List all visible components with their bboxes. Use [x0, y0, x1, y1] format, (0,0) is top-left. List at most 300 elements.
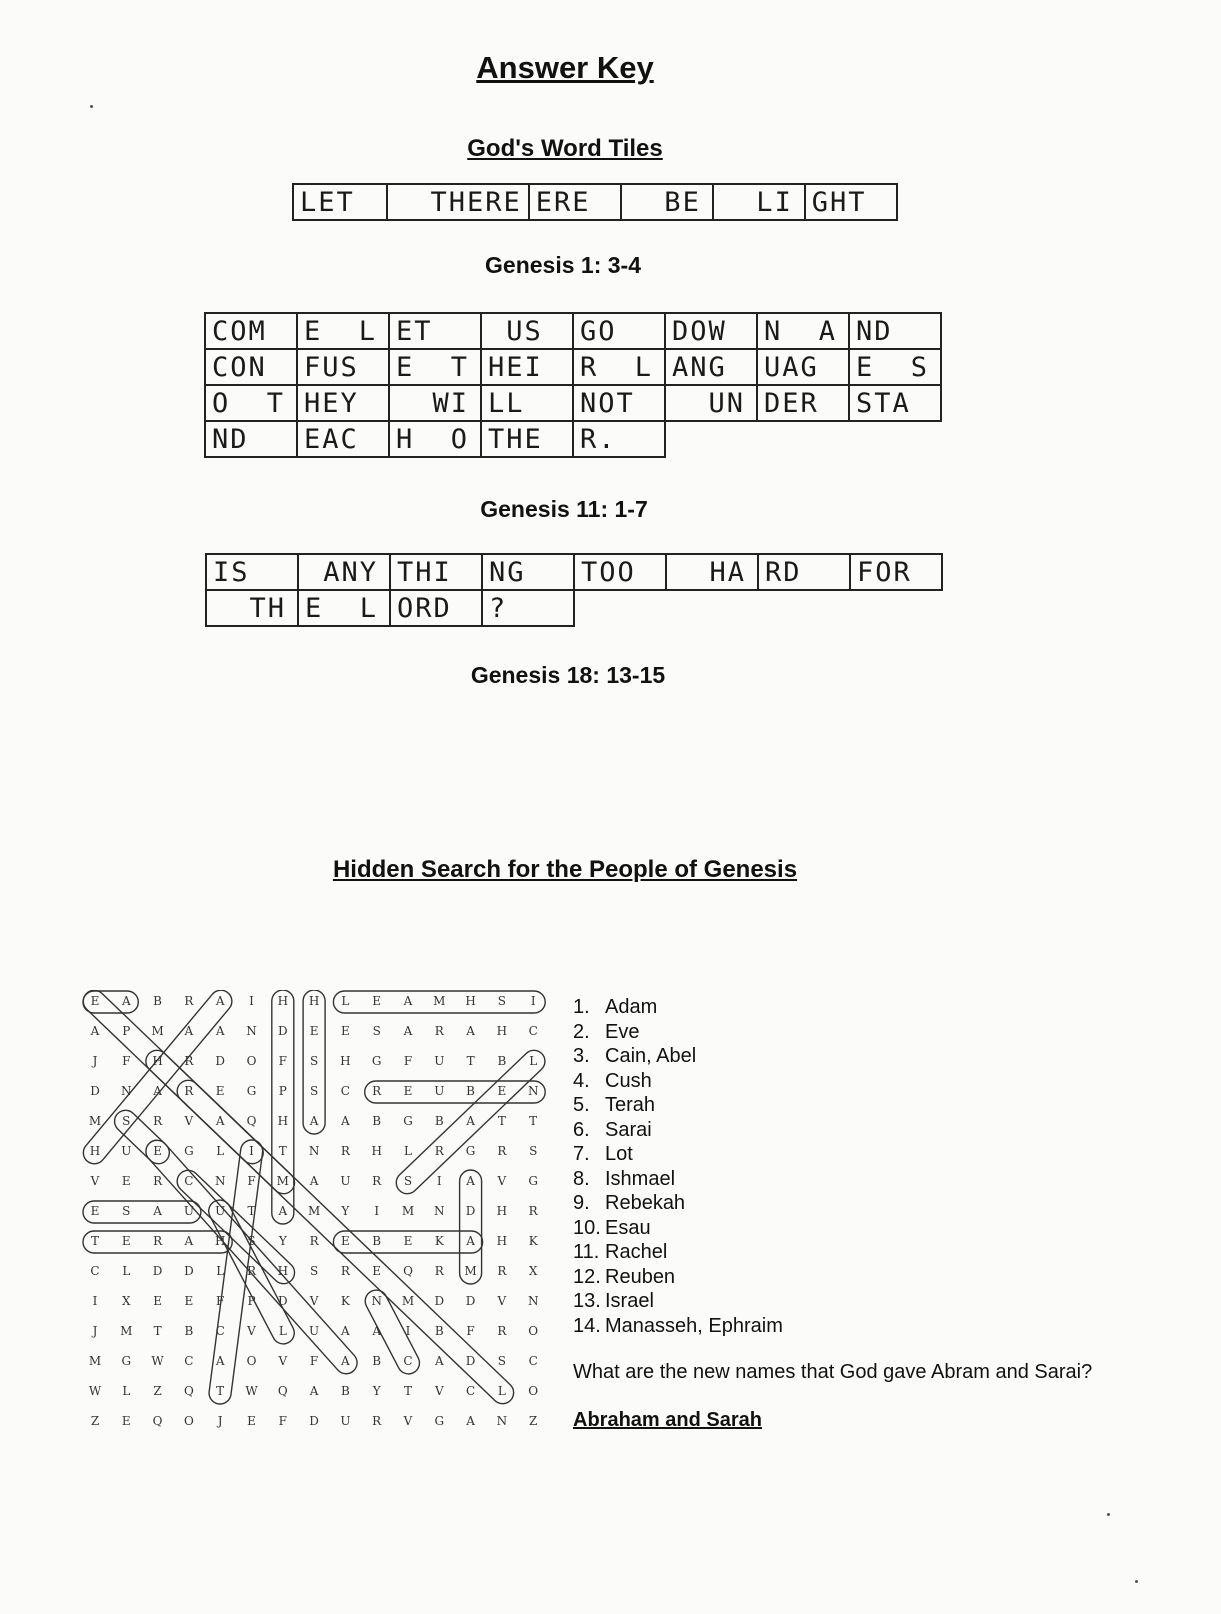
answer-item — [573, 1118, 783, 1143]
tiles-puzzle-2 — [204, 312, 942, 458]
tile: GHT — [805, 184, 897, 220]
grid-letter: L — [122, 1264, 131, 1278]
grid-letter: X — [122, 1294, 131, 1308]
grid-letter: R — [372, 1084, 382, 1098]
grid-letter: R — [497, 1264, 507, 1278]
tile: ND — [205, 421, 297, 457]
grid-letter: R — [246, 1264, 257, 1278]
answer-item — [573, 1093, 783, 1118]
grid-letter: M — [433, 994, 446, 1008]
grid-letter: Q — [246, 1114, 257, 1128]
grid-letter: V — [247, 1324, 256, 1338]
page-title: Answer Key — [476, 50, 654, 85]
bonus-answer: Abraham and Sarah — [573, 1409, 762, 1431]
tile: HEI — [481, 349, 573, 385]
grid-letter: X — [528, 1264, 538, 1278]
grid-letter: T — [529, 1114, 538, 1128]
grid-letter: A — [215, 1114, 225, 1128]
grid-letter: A — [309, 1384, 319, 1398]
grid-letter: D — [309, 1414, 319, 1428]
grid-letter: F — [309, 1354, 319, 1368]
grid-letter: K — [528, 1234, 538, 1248]
grid-letter: G — [403, 1114, 413, 1128]
grid-letter: H — [371, 1144, 382, 1158]
grid-letter: V — [403, 1414, 413, 1428]
grid-letter: H — [496, 1234, 508, 1248]
grid-letter: N — [246, 1024, 257, 1038]
grid-letter: H — [496, 1204, 508, 1218]
tile: H O — [389, 421, 481, 457]
grid-letter: L — [122, 1384, 131, 1398]
grid-letter: E — [341, 1234, 350, 1248]
answer-item — [573, 1142, 783, 1167]
grid-letter: H — [277, 1264, 289, 1278]
grid-letter: S — [247, 1234, 256, 1248]
grid-letter: M — [401, 1204, 415, 1218]
grid-letter: A — [309, 1174, 319, 1188]
grid-letter: W — [245, 1384, 258, 1398]
answer-text: Rebekah — [605, 1192, 686, 1214]
tiles-section-title: God's Word Tiles — [467, 135, 663, 162]
grid-letter: V — [184, 1114, 194, 1128]
grid-letter: S — [497, 994, 506, 1008]
grid-letter: H — [89, 1144, 101, 1158]
grid-letter: Z — [90, 1414, 100, 1428]
tile: NG — [482, 554, 574, 590]
answer-text: Cain, Abel — [605, 1045, 697, 1067]
grid-letter: N — [371, 1294, 382, 1308]
grid-letter: E — [90, 1204, 100, 1218]
grid-letter: R — [153, 1114, 163, 1128]
grid-letter: V — [278, 1354, 288, 1368]
tile-empty — [758, 590, 850, 626]
tile: HEY — [297, 385, 389, 421]
grid-letter: R — [497, 1324, 507, 1338]
grid-letter: U — [340, 1174, 351, 1188]
grid-letter: R — [309, 1234, 319, 1248]
grid-letter: H — [152, 1054, 163, 1068]
grid-letter: S — [122, 1114, 131, 1128]
grid-letter: E — [153, 1294, 162, 1308]
grid-letter: F — [247, 1174, 256, 1188]
grid-letter: C — [184, 1354, 194, 1368]
scan-speck — [90, 105, 93, 108]
grid-letter: S — [529, 1144, 538, 1158]
tile: R. — [573, 421, 665, 457]
answer-text: Terah — [605, 1094, 656, 1116]
grid-letter: E — [121, 1174, 131, 1188]
grid-letter: G — [184, 1144, 194, 1158]
tile: N A — [757, 313, 849, 349]
grid-letter: R — [184, 994, 194, 1008]
grid-letter: H — [308, 994, 320, 1008]
answer-number: 4. — [573, 1069, 590, 1092]
grid-letter: N — [214, 1174, 226, 1188]
grid-letter: A — [278, 1204, 288, 1218]
grid-letter: N — [434, 1204, 445, 1218]
answer-number: 13. — [573, 1290, 601, 1312]
grid-letter: T — [403, 1384, 412, 1398]
grid-letter: S — [309, 1084, 319, 1098]
grid-letter: F — [122, 1054, 131, 1068]
grid-letter: M — [276, 1174, 289, 1188]
grid-letter: B — [466, 1084, 475, 1098]
tile: ANG — [665, 349, 757, 385]
grid-letter: O — [246, 1354, 257, 1368]
grid-letter: B — [372, 1354, 382, 1368]
grid-letter: B — [184, 1324, 194, 1338]
tile: STA — [849, 385, 941, 421]
grid-letter: A — [466, 1174, 475, 1188]
grid-letter: H — [496, 1024, 508, 1038]
grid-letter: B — [434, 1324, 444, 1338]
grid-letter: S — [309, 1264, 319, 1278]
grid-letter: V — [90, 1174, 100, 1188]
grid-letter: R — [153, 1234, 163, 1248]
tile: EAC — [297, 421, 389, 457]
grid-letter: C — [528, 1354, 538, 1368]
answer-number: 5. — [573, 1094, 590, 1116]
answer-item — [573, 1069, 783, 1094]
tile: THERE — [387, 184, 529, 220]
answer-number: 2. — [573, 1020, 590, 1043]
tile: COM — [205, 313, 297, 349]
grid-letter: E — [403, 1084, 413, 1098]
grid-letter: T — [497, 1114, 506, 1128]
grid-letter: G — [121, 1354, 132, 1368]
grid-letter: L — [278, 1324, 287, 1338]
grid-letter: I — [249, 1144, 254, 1158]
grid-letter: J — [217, 1414, 223, 1428]
scripture-reference-1: Genesis 1: 3-4 — [485, 252, 641, 278]
grid-letter: C — [403, 1354, 413, 1368]
grid-letter: A — [215, 1354, 225, 1368]
grid-letter: Q — [152, 1414, 163, 1428]
grid-letter: L — [497, 1384, 506, 1398]
answer-text: Lot — [605, 1143, 633, 1165]
grid-letter: C — [340, 1084, 350, 1098]
grid-letter: E — [497, 1084, 507, 1098]
grid-letter: C — [215, 1324, 225, 1338]
grid-letter: T — [216, 1384, 225, 1398]
grid-letter: E — [247, 1414, 256, 1428]
grid-letter: T — [466, 1054, 475, 1068]
grid-letter: P — [278, 1084, 287, 1098]
grid-letter: U — [121, 1144, 132, 1158]
grid-letter: L — [216, 1144, 225, 1158]
grid-letter: R — [372, 1174, 382, 1188]
answer-number: 9. — [573, 1192, 590, 1214]
grid-letter: A — [309, 1114, 319, 1128]
grid-letter: E — [121, 1414, 131, 1428]
grid-letter: F — [403, 1054, 413, 1068]
grid-letter: B — [372, 1234, 382, 1248]
grid-letter: Y — [372, 1384, 381, 1398]
grid-letter: B — [340, 1384, 350, 1398]
grid-letter: N — [527, 1084, 539, 1098]
scripture-reference-2: Genesis 11: 1-7 — [480, 496, 648, 522]
grid-letter: A — [466, 1114, 475, 1128]
grid-letter: C — [466, 1384, 476, 1398]
grid-letter: E — [121, 1234, 131, 1248]
answer-list — [573, 995, 783, 1338]
grid-letter: F — [278, 1054, 287, 1068]
grid-letter: F — [278, 1414, 287, 1428]
grid-letter: I — [436, 1174, 442, 1188]
tile: UAG — [757, 349, 849, 385]
tile: DER — [757, 385, 849, 421]
grid-letter: E — [184, 1294, 194, 1308]
grid-letter: E — [215, 1084, 225, 1098]
grid-letter: A — [403, 994, 413, 1008]
grid-letter: V — [497, 1174, 507, 1188]
answer-item — [573, 1167, 783, 1192]
answer-item — [573, 1191, 783, 1216]
grid-letter: C — [528, 1024, 538, 1038]
grid-letter: R — [497, 1144, 507, 1158]
grid-letter: U — [340, 1414, 351, 1428]
answer-number: 3. — [573, 1045, 590, 1067]
grid-letter: N — [527, 1294, 539, 1308]
answer-text: Rachel — [605, 1241, 668, 1263]
grid-letter: A — [341, 1114, 350, 1128]
grid-letter: D — [277, 1024, 288, 1038]
grid-letter: S — [403, 1174, 413, 1188]
grid-letter: U — [309, 1324, 320, 1338]
tile: NOT — [573, 385, 665, 421]
grid-letter: A — [341, 1354, 350, 1368]
grid-letter: W — [151, 1354, 164, 1368]
grid-letter: D — [465, 1354, 476, 1368]
grid-letter: G — [465, 1144, 476, 1158]
grid-letter: D — [277, 1294, 288, 1308]
answer-item — [573, 1289, 783, 1314]
tile: TH — [206, 590, 298, 626]
grid-letter: A — [90, 1024, 100, 1038]
tile: DOW — [665, 313, 757, 349]
tile: THE — [481, 421, 573, 457]
tile: HA — [666, 554, 758, 590]
tile-row — [206, 590, 942, 626]
tile: FOR — [850, 554, 942, 590]
tile: RD — [758, 554, 850, 590]
tile: E L — [297, 313, 389, 349]
answer-number: 7. — [573, 1143, 590, 1165]
grid-letter: B — [372, 1114, 382, 1128]
grid-letter: E — [309, 1024, 319, 1038]
grid-letter: H — [277, 994, 289, 1008]
grid-letter: U — [434, 1084, 445, 1098]
grid-letter: V — [497, 1294, 507, 1308]
tile-row — [205, 313, 941, 349]
answer-number: 8. — [573, 1167, 590, 1190]
word-loop — [80, 990, 236, 1168]
grid-letter: D — [215, 1054, 225, 1068]
answer-item — [573, 1216, 783, 1241]
grid-letter: B — [497, 1054, 507, 1068]
grid-letter: Y — [278, 1234, 287, 1248]
grid-letter: C — [90, 1264, 100, 1278]
grid-letter: S — [309, 1054, 319, 1068]
grid-letter: A — [121, 994, 131, 1008]
grid-letter: M — [88, 1114, 102, 1128]
grid-letter: O — [246, 1054, 257, 1068]
tile: E S — [849, 349, 941, 385]
scripture-reference-3: Genesis 18: 13-15 — [470, 662, 666, 688]
grid-letter: R — [528, 1204, 538, 1218]
answer-number: 14. — [573, 1314, 601, 1337]
grid-letter: G — [434, 1414, 445, 1428]
tile: GO — [573, 313, 665, 349]
grid-letter: L — [341, 994, 350, 1008]
tile: CON — [205, 349, 297, 385]
tile: ET — [389, 313, 481, 349]
grid-letter: A — [215, 1024, 225, 1038]
grid-letter: T — [247, 1204, 256, 1218]
answer-text: Ishmael — [605, 1167, 676, 1190]
grid-letter: P — [122, 1024, 131, 1038]
answer-item — [573, 1240, 783, 1265]
grid-letter: B — [153, 994, 162, 1008]
grid-letter: R — [434, 1264, 444, 1278]
grid-letter: N — [121, 1084, 132, 1098]
answer-text: Reuben — [605, 1265, 676, 1288]
grid-letter: M — [464, 1264, 477, 1278]
grid-letter: O — [183, 1414, 194, 1428]
tiles-puzzle-3 — [205, 553, 943, 627]
grid-letter: N — [496, 1414, 508, 1428]
grid-letter: J — [92, 1324, 98, 1338]
grid-letter: I — [405, 1324, 411, 1338]
answer-text: Eve — [605, 1020, 640, 1043]
grid-letter: D — [90, 1084, 100, 1098]
grid-letter: F — [466, 1324, 475, 1338]
scan-speck — [1135, 1580, 1138, 1583]
grid-letter: R — [434, 1024, 444, 1038]
grid-letter: R — [340, 1144, 350, 1158]
tile: WI — [389, 385, 481, 421]
tile-empty — [849, 421, 941, 457]
answer-item — [573, 995, 783, 1020]
grid-letter: R — [372, 1414, 382, 1428]
grid-letter: U — [183, 1204, 194, 1218]
grid-letter: E — [341, 1024, 350, 1038]
grid-letter: I — [374, 1204, 380, 1218]
tile: LET — [293, 184, 387, 220]
grid-letter: U — [434, 1054, 445, 1068]
tile: ERE — [529, 184, 621, 220]
tile-empty — [574, 590, 666, 626]
answer-text: Adam — [605, 996, 658, 1018]
grid-letter: H — [277, 1114, 289, 1128]
grid-letter: K — [340, 1294, 350, 1308]
tile: BE — [621, 184, 713, 220]
tile: O T — [205, 385, 297, 421]
tile: ORD — [390, 590, 482, 626]
grid-letter: T — [278, 1144, 287, 1158]
tile-empty — [666, 590, 758, 626]
grid-letter: M — [151, 1024, 164, 1038]
grid-letter: K — [434, 1234, 444, 1248]
tile-empty — [850, 590, 942, 626]
answer-number: 1. — [573, 996, 590, 1018]
grid-letter: M — [120, 1324, 133, 1338]
tile-empty — [665, 421, 757, 457]
grid-letter: A — [466, 1234, 475, 1248]
tile-row — [293, 184, 897, 220]
tile: E L — [298, 590, 390, 626]
grid-letter: T — [90, 1234, 99, 1248]
grid-letter: Q — [183, 1384, 194, 1398]
tile: US — [481, 313, 573, 349]
grid-letter: A — [403, 1024, 413, 1038]
grid-letter: I — [249, 994, 254, 1008]
answer-text: Cush — [605, 1069, 652, 1092]
grid-letter: L — [404, 1144, 412, 1158]
answer-item — [573, 1265, 783, 1290]
grid-letter: S — [497, 1354, 506, 1368]
grid-letter: W — [88, 1384, 102, 1398]
grid-letter: S — [372, 1024, 381, 1038]
tile: ND — [849, 313, 941, 349]
tile: THI — [390, 554, 482, 590]
answer-number: 12. — [573, 1265, 601, 1288]
answer-item — [573, 1044, 783, 1069]
grid-letter: G — [371, 1054, 382, 1068]
grid-letter: F — [216, 1294, 225, 1308]
grid-letter: Q — [403, 1264, 413, 1278]
grid-letter: L — [216, 1264, 225, 1278]
grid-letter: D — [465, 1294, 476, 1308]
grid-letter: Z — [153, 1384, 162, 1398]
tile: IS — [206, 554, 298, 590]
grid-letter: A — [466, 1414, 475, 1428]
grid-letter: R — [184, 1084, 194, 1098]
grid-letter: T — [153, 1324, 162, 1338]
tile: FUS — [297, 349, 389, 385]
grid-letter: I — [530, 994, 536, 1008]
tile: E T — [389, 349, 481, 385]
answer-item — [573, 1314, 783, 1339]
tile: ANY — [298, 554, 390, 590]
tile-row — [206, 554, 942, 590]
grid-letter: L — [529, 1054, 538, 1068]
grid-letter: R — [184, 1054, 194, 1068]
word-search-title: Hidden Search for the People of Genesis — [332, 856, 798, 883]
grid-letter: P — [247, 1294, 256, 1308]
grid-letter: A — [466, 1024, 475, 1038]
tile: LI — [713, 184, 805, 220]
grid-letter: Q — [277, 1384, 288, 1398]
answer-text: Esau — [605, 1216, 651, 1239]
grid-letter: A — [434, 1354, 444, 1368]
grid-letter: Z — [529, 1414, 538, 1428]
answer-text: Israel — [605, 1290, 654, 1312]
grid-letter: R — [340, 1264, 350, 1278]
grid-letter: A — [153, 1084, 162, 1098]
grid-letter: R — [434, 1144, 444, 1158]
grid-letter: C — [184, 1174, 194, 1188]
grid-letter: H — [465, 994, 476, 1008]
bonus-question: What are the new names that God gave Abram and Sarai? — [573, 1361, 1093, 1383]
tile-row — [205, 385, 941, 421]
grid-letter: B — [434, 1114, 444, 1128]
grid-letter: R — [153, 1174, 163, 1188]
answer-text: Manasseh, Ephraim — [605, 1314, 783, 1337]
grid-letter: A — [341, 1324, 350, 1338]
grid-letter: M — [401, 1294, 415, 1308]
grid-letter: D — [434, 1294, 445, 1308]
